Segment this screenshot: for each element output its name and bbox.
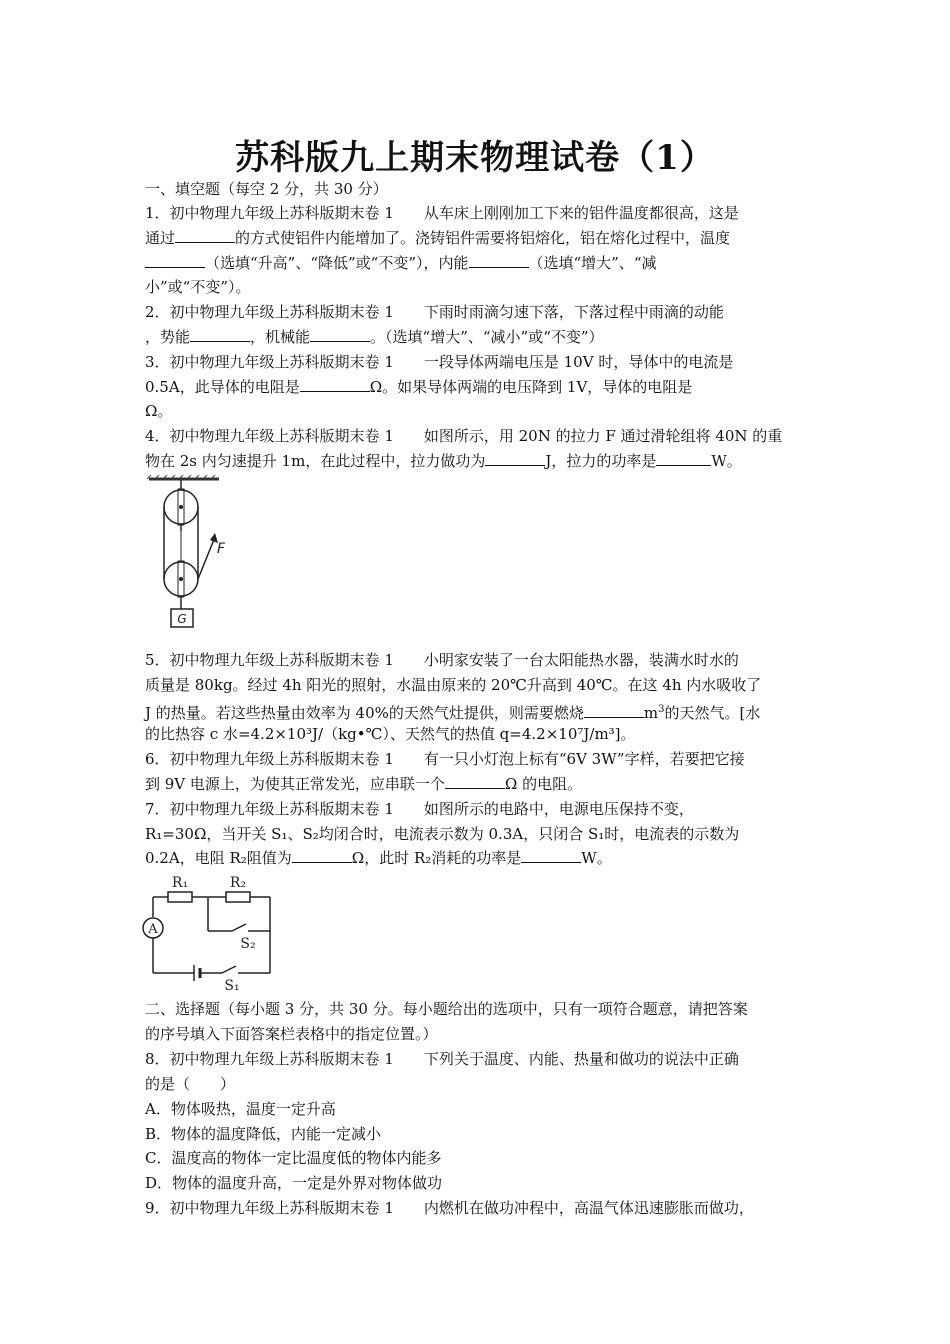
answer-blank[interactable] [145,253,205,268]
resistor-r2 [226,892,250,902]
q2-line-1: 2．初中物理九年级上苏科版期末卷 1 下雨时雨滴匀速下落，下落过程中雨滴的动能 [145,303,724,321]
q5-line-2: 质量是 80kg。经过 4h 阳光的照射，水温由原来的 20℃升高到 40℃。在这 4h 内水吸收了 [145,676,762,694]
answer-blank[interactable] [310,327,370,342]
s1-label: S₁ [224,978,240,992]
q4-line-2: 物在 2s 内匀速提升 1m，在此过程中，拉力做功为 J，拉力的功率是 W。 [145,452,742,470]
exam-title: 苏科版九上期末物理试卷（1） [235,138,715,178]
answer-blank[interactable] [292,848,352,863]
answer-blank[interactable] [445,774,505,789]
q7-line-2: R₁=30Ω，当开关 S₁、S₂均闭合时，电流表示数为 0.3A，只闭合 S₁时，电流表的示数为 [145,825,740,843]
switch-s2 [232,924,246,931]
q2-line-2: ，势能 ，机械能 。（选填“增大”、“减小”或“不变”） [145,328,604,346]
answer-blank[interactable] [469,253,529,268]
q5-line-3: J 的热量。若这些热量由效率为 40%的天然气灶提供，则需要燃烧 $m^3$的天然气。[水 [145,704,761,722]
q8-option-a[interactable]: A．物体吸热，温度一定升高 [145,1100,336,1118]
q7-line-1: 7．初中物理九年级上苏科版期末卷 1 如图所示的电路中，电源电压保持不变， [145,800,694,818]
q6-line-2: 到 9V 电源上，为使其正常发光，应串联一个 Ω 的电阻。 [145,775,583,793]
section-choice-heading-cont: 的序号填入下面答案栏表格中的指定位置。） [145,1025,438,1043]
q1-line-1: 1．初中物理九年级上苏科版期末卷 1 从车床上刚刚加工下来的铝件温度都很高，这是 [145,204,739,222]
q1-line-2: 通过 的方式使铝件内能增加了。浇铸铝件需要将铝熔化，铝在熔化过程中，温度 [145,229,731,247]
pulley-figure [145,475,245,635]
q7-line-3: 0.2A，电阻 R₂阻值为 Ω，此时 R₂消耗的功率是 W。 [145,849,612,867]
q8-line-1: 8．初中物理九年级上苏科版期末卷 1 下列关于温度、内能、热量和做功的说法中正确 [145,1050,739,1068]
q5-line-4: 的比热容 c 水=4.2×10³J/（kg•℃）、天然气的热值 q=4.2×10⁷J/m³]。 [145,725,636,743]
section-choice-heading: 二、选择题（每小题 3 分，共 30 分。每小题给出的选项中，只有一项符合题意，请把答案 [145,1000,748,1018]
s2-label: S₂ [240,936,256,952]
q3-line-1: 3．初中物理九年级上苏科版期末卷 1 一段导体两端电压是 10V 时，导体中的电流是 [145,353,734,371]
answer-blank[interactable] [300,377,370,392]
r1-label: R₁ [171,875,189,891]
answer-blank[interactable] [175,228,235,243]
q1-line-3: （选填“升高”、“降低”或“不变”），内能 （选填“增大”、“减 [145,251,657,275]
q3-line-3: Ω。 [145,402,173,420]
q5-line-1: 5．初中物理九年级上苏科版期末卷 1 小明家安装了一台太阳能热水器，装满水时水的 [145,651,739,669]
q4-line-1: 4．初中物理九年级上苏科版期末卷 1 如图所示，用 20N 的拉力 F 通过滑轮组将 40N 的重 [145,427,783,445]
circuit-figure [140,870,280,992]
answer-blank[interactable] [656,451,711,466]
section-fill-heading: 一、填空题（每空 2 分，共 30 分） [145,180,388,198]
answer-blank[interactable] [521,848,581,863]
force-label: F [217,541,226,557]
q1-line-4: 小”或“不变”）。 [145,278,251,296]
q8-option-c[interactable]: C．温度高的物体一定比温度低的物体内能多 [145,1149,442,1167]
weight-label: G [177,612,187,626]
switch-s1 [222,966,236,973]
ammeter-label: A [148,922,158,937]
q6-line-1: 6．初中物理九年级上苏科版期末卷 1 有一只小灯泡上标有“6V 3W”字样，若要把它接 [145,750,745,768]
answer-blank[interactable] [485,451,545,466]
resistor-r1 [168,892,192,902]
answer-blank[interactable] [190,327,250,342]
r2-label: R₂ [229,875,247,891]
q8-option-b[interactable]: B．物体的温度降低，内能一定减小 [145,1125,382,1143]
q3-line-2: 0.5A，此导体的电阻是 Ω。如果导体两端的电压降到 1V，导体的电阻是 [145,378,693,396]
q8-option-d[interactable]: D．物体的温度升高，一定是外界对物体做功 [145,1174,443,1192]
q8-line-2: 的是（ ） [145,1075,236,1093]
answer-blank[interactable] [584,703,644,718]
q9-line-1: 9．初中物理九年级上苏科版期末卷 1 内燃机在做功冲程中，高温气体迅速膨胀而做功， [145,1199,754,1217]
